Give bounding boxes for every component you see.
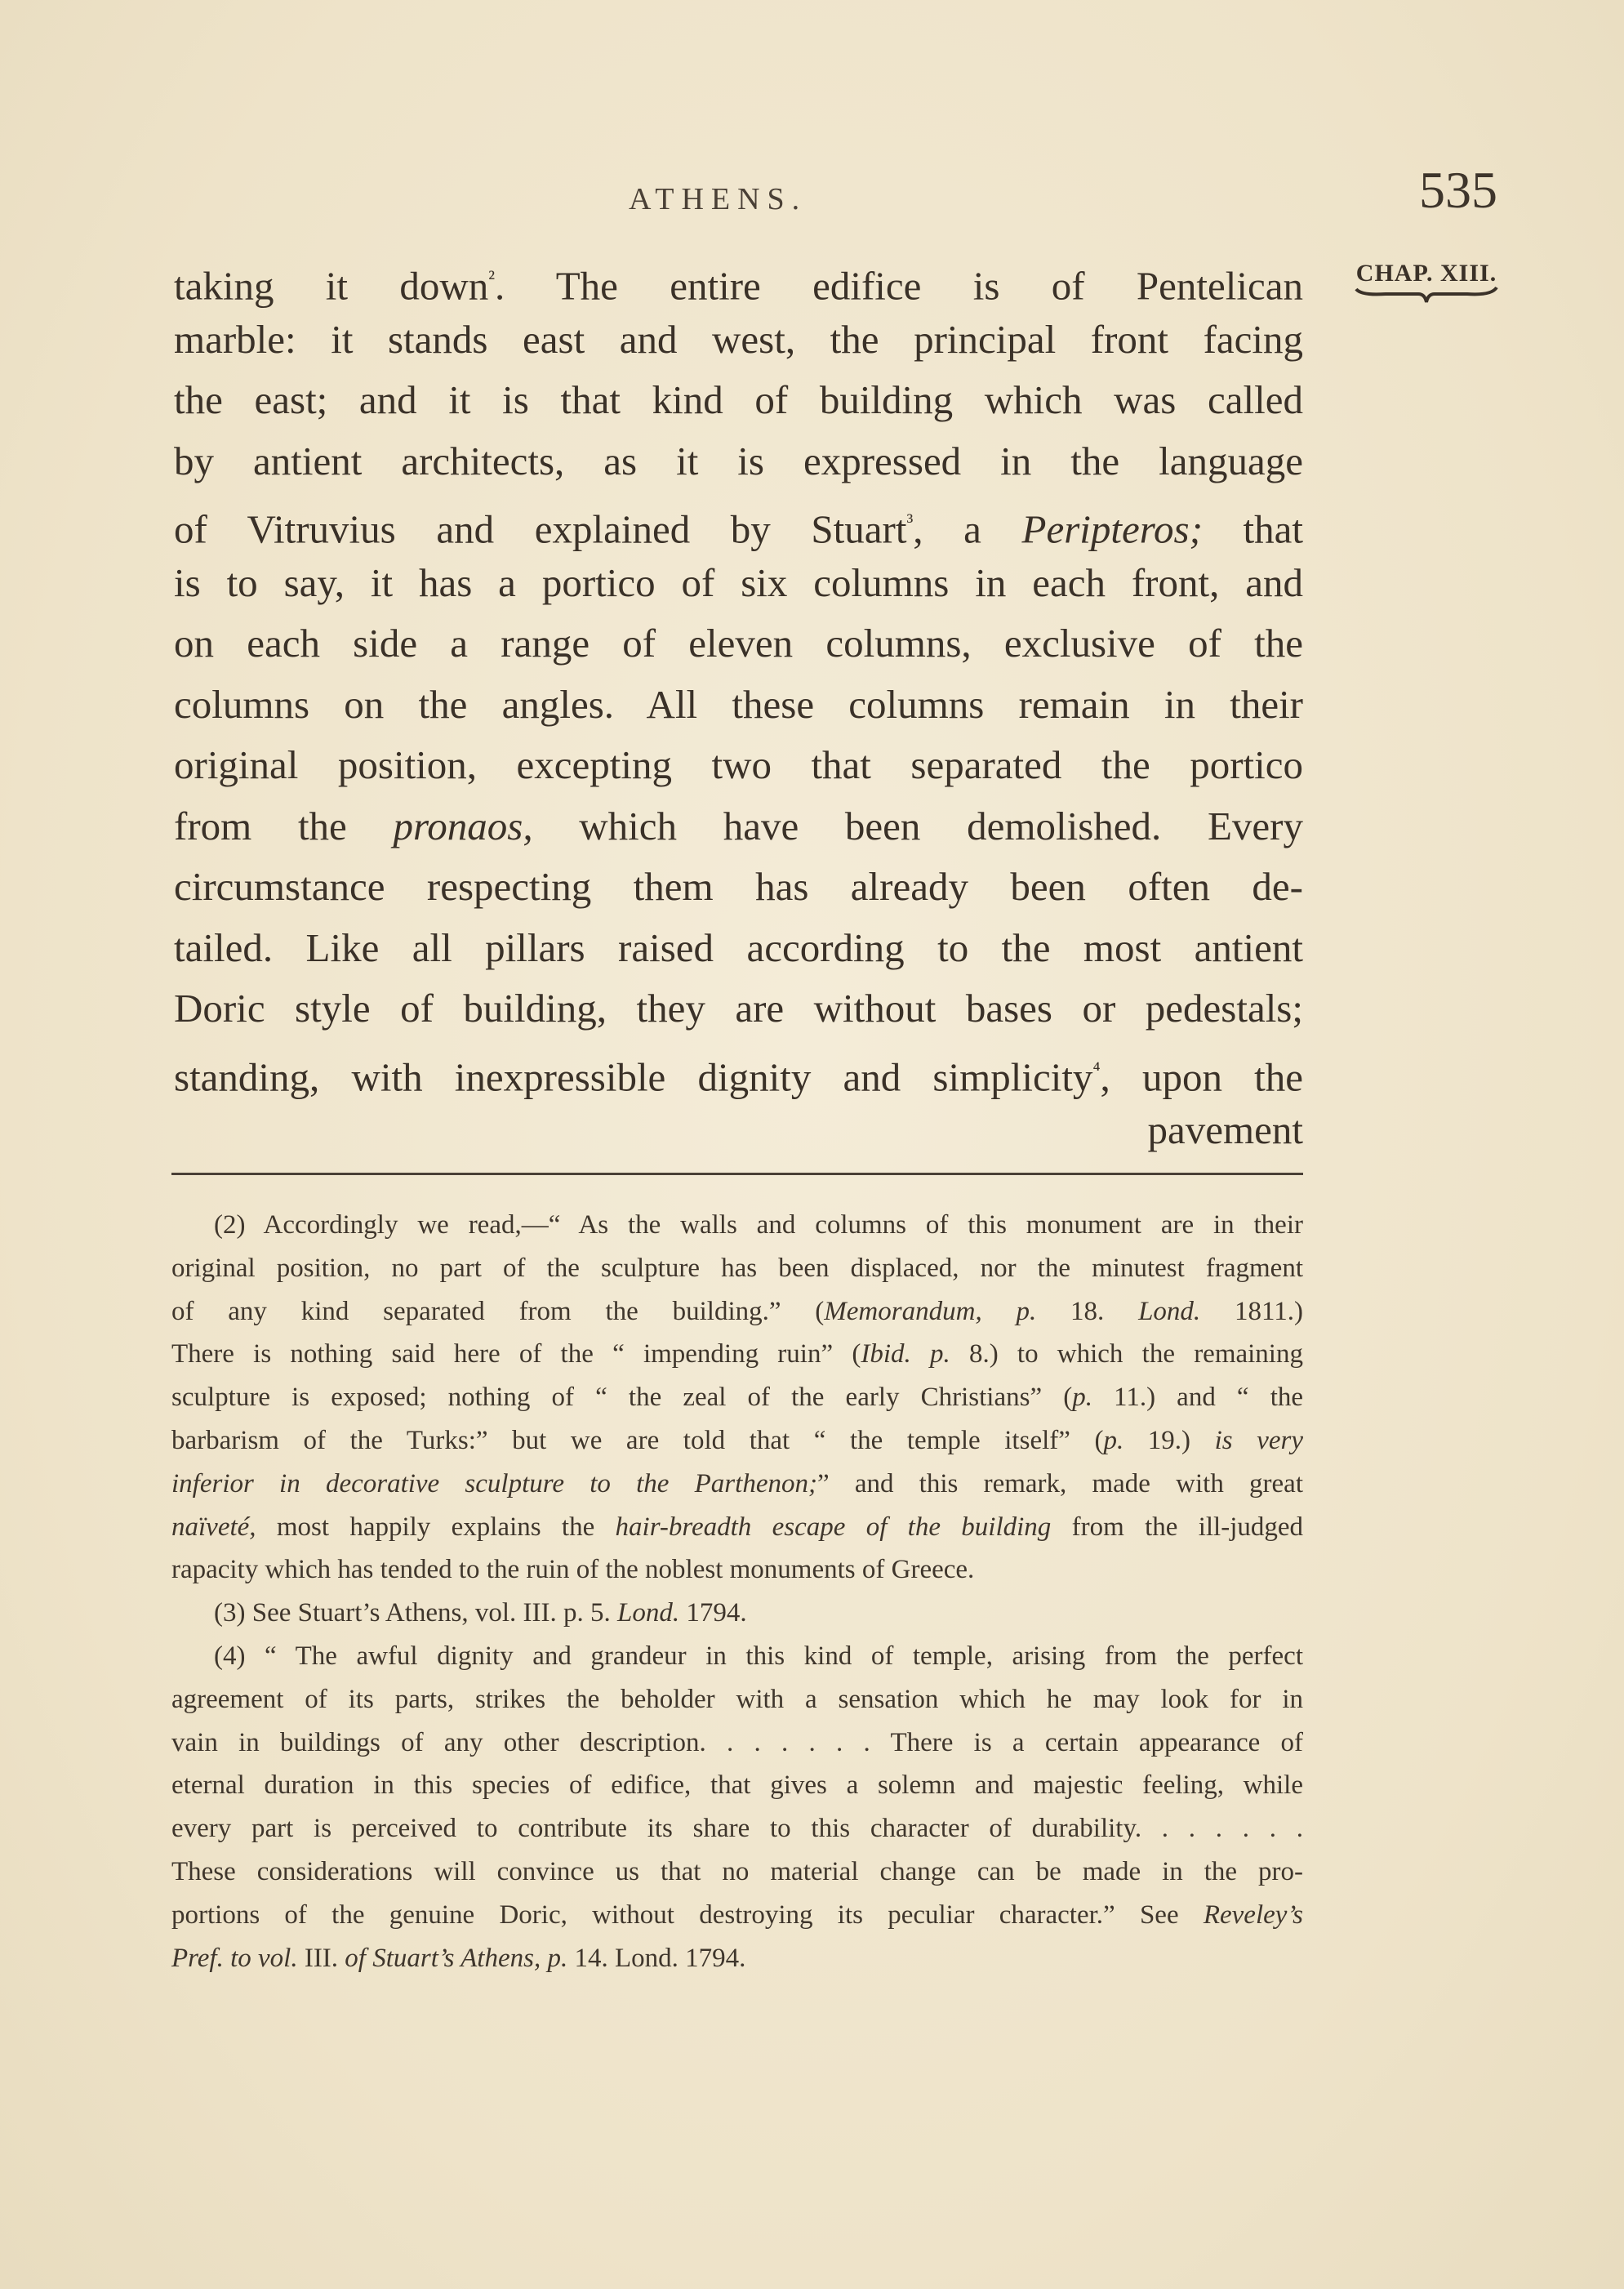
footnote-line: (4) “ The awful dignity and grandeur in this kind of temple, arising from the perfect xyxy=(214,1641,1303,1671)
footnote-line: inferior in decorative sculpture to the Parthenon;” and this remark, made with great xyxy=(171,1468,1303,1499)
footnote-line: (2) Accordingly we read,—“ As the walls and columns of this monument are in their xyxy=(214,1210,1303,1240)
text-line: tailed. Like all pillars raised according to the most antient xyxy=(174,924,1303,970)
chapter-label: CHAP. XIII. xyxy=(1355,260,1497,287)
text-line: taking it down$^{^2}$. The entire edifice is of Pentelican xyxy=(174,263,1303,309)
catchword: pavement xyxy=(1147,1107,1303,1152)
footnote-line: eternal duration in this species of edifice, that gives a solemn and majestic feeling, while xyxy=(171,1770,1303,1801)
footnote-line: naïveté, most happily explains the hair-breadth escape of the building from the ill-judged xyxy=(171,1512,1304,1542)
footnote-line: sculpture is exposed; nothing of “ the zeal of the early Christians” (p. 11.) and “ the xyxy=(171,1383,1304,1413)
text-line: is to say, it has a portico of six columns in each front, and xyxy=(174,559,1303,605)
footnote-line: portions of the genuine Doric, without destroying its peculiar character.” See Reveley’s xyxy=(171,1899,1303,1930)
text-line: on each side a range of eleven columns, exclusive of the xyxy=(174,621,1303,666)
text-line: Doric style of building, they are without bases or pedestals; xyxy=(174,986,1303,1031)
footnote-line: of any kind separated from the building.” (Memorandum, p. 18. Lond. 1811.) xyxy=(171,1296,1303,1326)
footnote-line: agreement of its parts, strikes the beholder with a sensation which he may look for in xyxy=(171,1684,1303,1714)
footnotes xyxy=(171,1204,1303,1979)
page-number: 535 xyxy=(1419,161,1497,219)
footnote-line: Pref. to vol. III. of Stuart’s Athens, p. 14. Lond. 1794. xyxy=(171,1943,746,1973)
footnote-line: barbarism of the Turks:” but we are told that “ the temple itself” (p. 19.) is very xyxy=(171,1425,1303,1455)
chapter-marker xyxy=(1349,260,1504,304)
text-line: from the pronaos, which have been demolished. Every xyxy=(174,803,1303,848)
text-line: circumstance respecting them has already been often de- xyxy=(174,864,1303,909)
footnote-line: (3) See Stuart’s Athens, vol. III. p. 5. Lond. 1794. xyxy=(214,1598,747,1628)
footnote-line: rapacity which has tended to the ruin of the noblest monuments of Greece. xyxy=(171,1555,975,1585)
footnote-line: There is nothing said here of the “ impending ruin” (Ibid. p. 8.) to which the remaining xyxy=(171,1339,1303,1369)
text-line: columns on the angles. All these columns remain in their xyxy=(174,681,1303,727)
footnote-line: These considerations will convince us that no material change can be made in the pro- xyxy=(171,1856,1303,1886)
text-line: standing, with inexpressible dignity and simplicity$^{^4}$, upon the xyxy=(174,1053,1303,1099)
main-text xyxy=(174,248,1303,1161)
text-line: of Vitruvius and explained by Stuart$^{^3}$, a Peripteros; that xyxy=(174,506,1304,552)
footnote-line: every part is perceived to contribute its share to this character of durability. . . . . . . xyxy=(171,1814,1303,1844)
text-line: original position, excepting two that separated the portico xyxy=(174,742,1303,787)
footnote-rule xyxy=(171,1173,1303,1175)
footnote-line: original position, no part of the sculpture has been displaced, nor the minutest fragment xyxy=(171,1253,1303,1283)
running-head: ATHENS. xyxy=(629,182,808,216)
footnote-line: vain in buildings of any other description. . . . . . . There is a certain appearance of xyxy=(171,1727,1303,1757)
text-line: the east; and it is that kind of building which was called xyxy=(174,377,1303,422)
text-line: marble: it stands east and west, the principal front facing xyxy=(174,316,1303,362)
text-line: by antient architects, as it is expressed in the language xyxy=(174,438,1303,483)
